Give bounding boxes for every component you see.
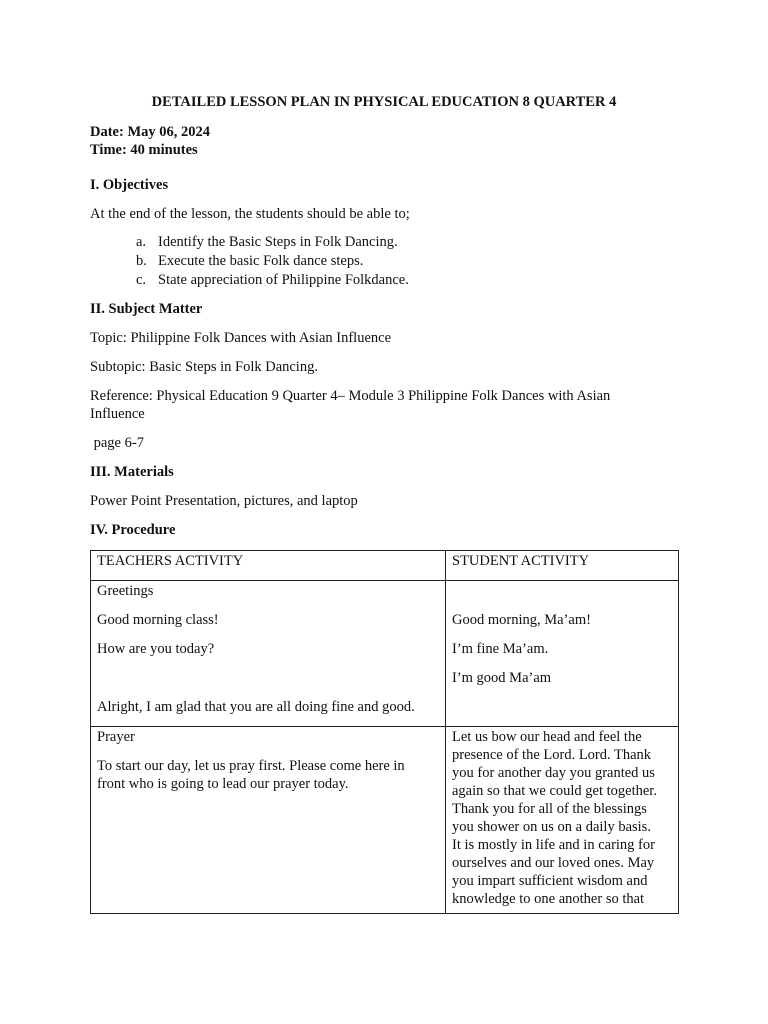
procedure-table [90,550,679,914]
student-prayer-line: knowledge to one another so that [452,891,645,907]
student-prayer-line: again so that we could get together. [452,783,657,799]
teacher-activity-header-label: TEACHERS ACTIVITY [97,553,244,569]
objective-text: Execute the basic Folk dance steps. [158,253,364,269]
student-prayer-line: Thank you for all of the blessings [452,801,647,817]
student-activity-header-label: STUDENT ACTIVITY [452,553,590,569]
time-line: Time: 40 minutes [90,142,198,158]
objective-marker: a. [136,234,147,250]
teacher-prayer-cell [91,727,446,914]
teacher-greetings-cell [91,581,446,727]
table-row [91,727,679,914]
student-greeting-line: I’m good Ma’am [452,670,552,686]
reference-line-continued: Influence [90,406,145,422]
greetings-title: Greetings [97,583,154,599]
student-prayer-cell [446,727,679,914]
objective-marker: b. [136,253,147,269]
objectives-intro: At the end of the lesson, the students should be able to; [90,206,410,222]
teacher-prayer-line: front who is going to lead our prayer today. [97,776,349,792]
student-prayer-line: presence of the Lord. Lord. Thank [452,747,652,763]
subject-matter-heading: II. Subject Matter [90,301,203,317]
objectives-heading: I. Objectives [90,177,169,193]
student-prayer-line: Let us bow our head and feel the [452,729,642,745]
student-prayer-line: you for another day you granted us [452,765,655,781]
procedure-heading: IV. Procedure [90,522,176,538]
table-row [91,581,679,727]
student-prayer-line: ourselves and our loved ones. May [452,855,655,871]
materials-text: Power Point Presentation, pictures, and laptop [90,493,358,509]
student-greetings-cell [446,581,679,727]
teacher-greeting-line: Good morning class! [97,612,219,628]
teacher-activity-header [91,551,446,581]
student-greeting-line: I’m fine Ma’am. [452,641,549,657]
student-prayer-line: you impart sufficient wisdom and [452,873,648,889]
teacher-greeting-line: Alright, I am glad that you are all doing fine and good. [97,699,415,715]
objective-text: State appreciation of Philippine Folkdance. [158,272,409,288]
student-activity-header [446,551,679,581]
topic-line: Topic: Philippine Folk Dances with Asian Influence [90,330,392,346]
student-prayer-line: you shower on us on a daily basis. [452,819,651,835]
document-title: DETAILED LESSON PLAN IN PHYSICAL EDUCATION 8 QUARTER 4 [151,94,617,110]
page-reference: page 6-7 [90,435,144,451]
subtopic-line: Subtopic: Basic Steps in Folk Dancing. [90,359,318,375]
table-header-row [91,551,679,581]
reference-line: Reference: Physical Education 9 Quarter 4– Module 3 Philippine Folk Dances with Asian [90,388,611,404]
prayer-title: Prayer [97,729,135,745]
student-greeting-line: Good morning, Ma’am! [452,612,591,628]
teacher-prayer-line: To start our day, let us pray first. Please come here in [97,758,405,774]
student-prayer-line: It is mostly in life and in caring for [452,837,655,853]
teacher-greeting-line: How are you today? [97,641,215,657]
materials-heading: III. Materials [90,464,174,480]
date-line: Date: May 06, 2024 [90,124,211,140]
objective-marker: c. [136,272,147,288]
objective-text: Identify the Basic Steps in Folk Dancing. [158,234,398,250]
